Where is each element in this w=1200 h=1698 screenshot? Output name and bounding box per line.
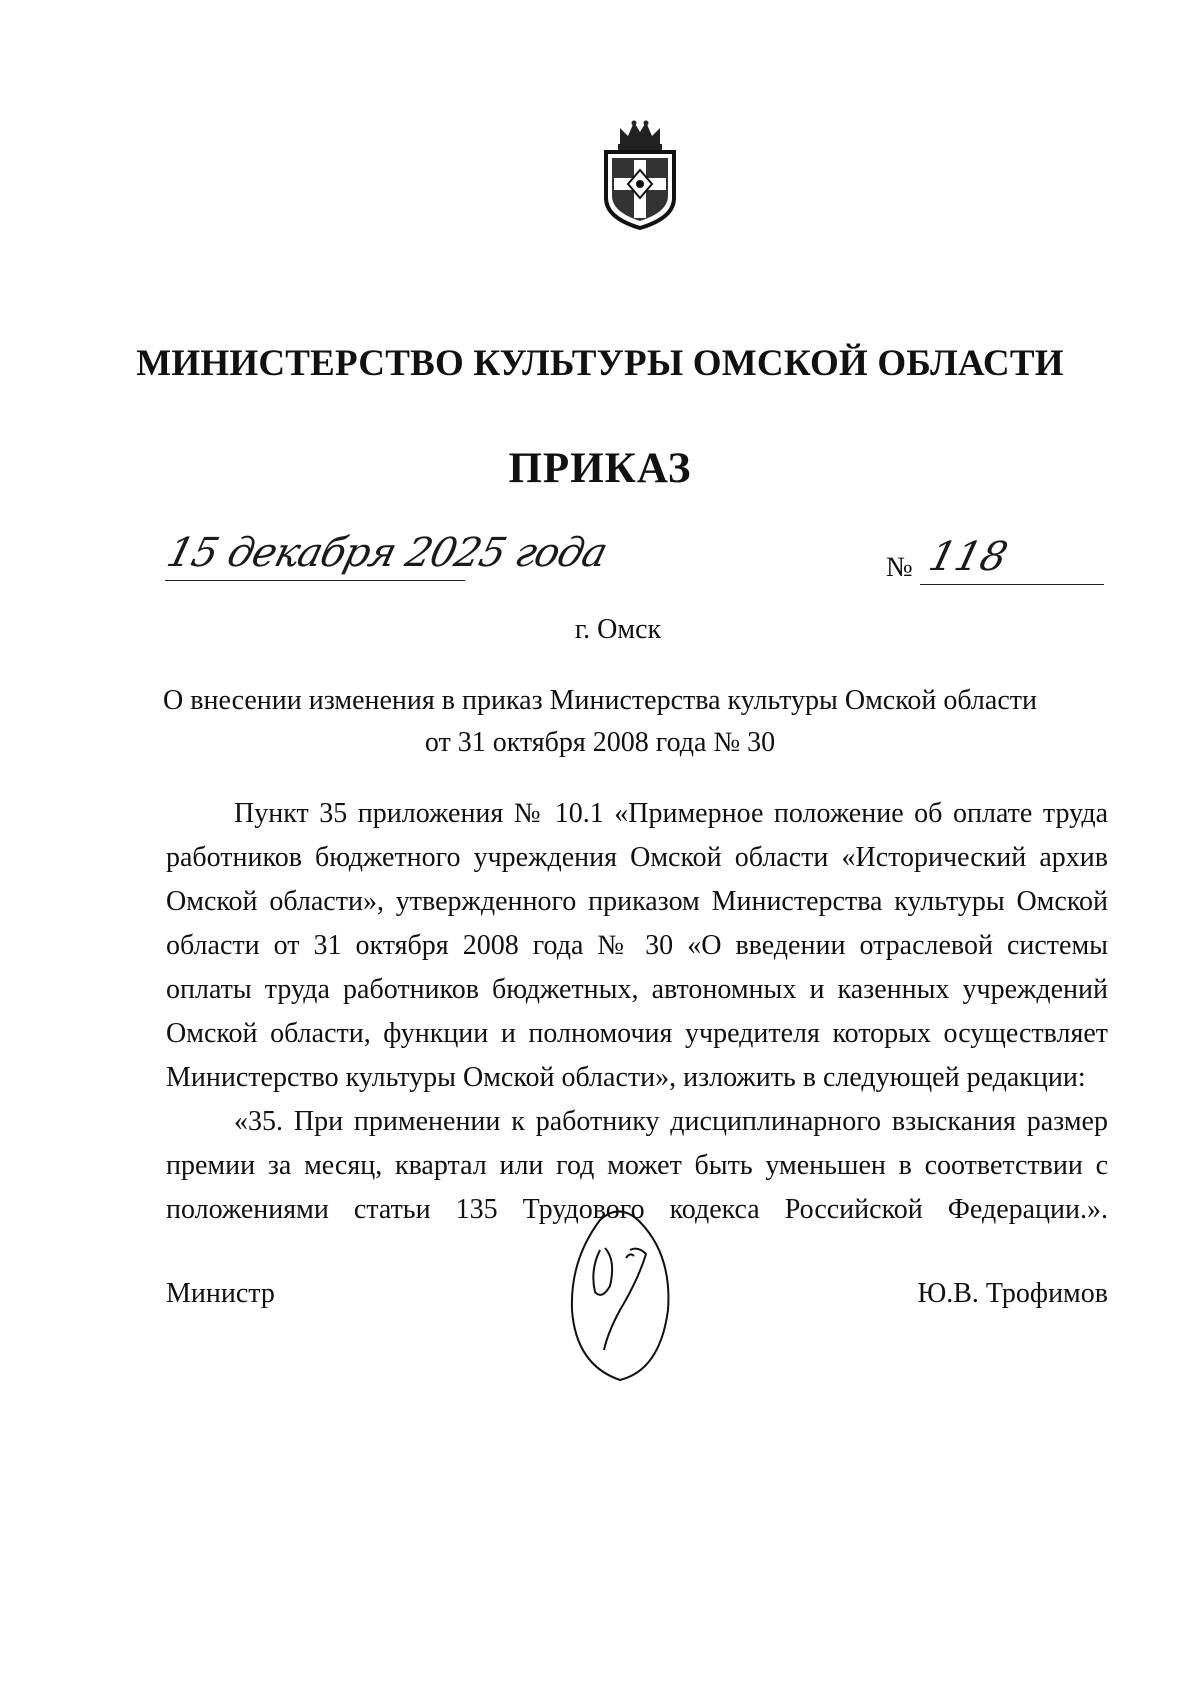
document-type-title: ПРИКАЗ	[508, 445, 692, 492]
subject-line-1: О внесении изменения в приказ Министерства культуры Омской области	[163, 685, 1037, 716]
number-sign: №	[886, 552, 913, 583]
handwritten-number: 118	[924, 534, 1013, 580]
order-body	[166, 792, 1108, 1232]
number-underline	[920, 584, 1104, 585]
handwritten-date: 15 декабря 2025 года	[162, 530, 612, 576]
signature-icon	[560, 1200, 690, 1390]
order-subject	[120, 680, 1080, 764]
body-paragraph-2: «35. При применении к работнику дисциплинарного взыскания размер премии за месяц, квартал или год может быть уменьшен в соответствии с положениями статьи 135 Трудового кодекса Российской Федерации.».	[166, 1106, 1108, 1225]
body-paragraph-1: Пункт 35 приложения № 10.1 «Примерное положение об оплате труда работников бюджетного учреждения Омской области «Исторический архив Омской области», утвержденного приказом Министерства культуры Омской области от 31 октября 2008 года № 30 «О введении отраслевой системы оплаты труда работников бюджетных, автономных и казенных учреждений Омской области, функции и полномочия учредителя которых осуществляет Министерство культуры Омской области», изложить в следующей редакции:	[166, 798, 1108, 1093]
coat-of-arms-icon	[598, 118, 682, 230]
ministry-name: МИНИСТЕРСТВО КУЛЬТУРЫ ОМСКОЙ ОБЛАСТИ	[136, 343, 1064, 384]
signer-name: Ю.В. Трофимов	[917, 1278, 1108, 1309]
subject-line-2: от 31 октября 2008 года № 30	[424, 727, 776, 758]
city-name: г. Омск	[574, 614, 662, 645]
signer-title: Министр	[166, 1278, 275, 1309]
date-underline	[165, 580, 465, 581]
